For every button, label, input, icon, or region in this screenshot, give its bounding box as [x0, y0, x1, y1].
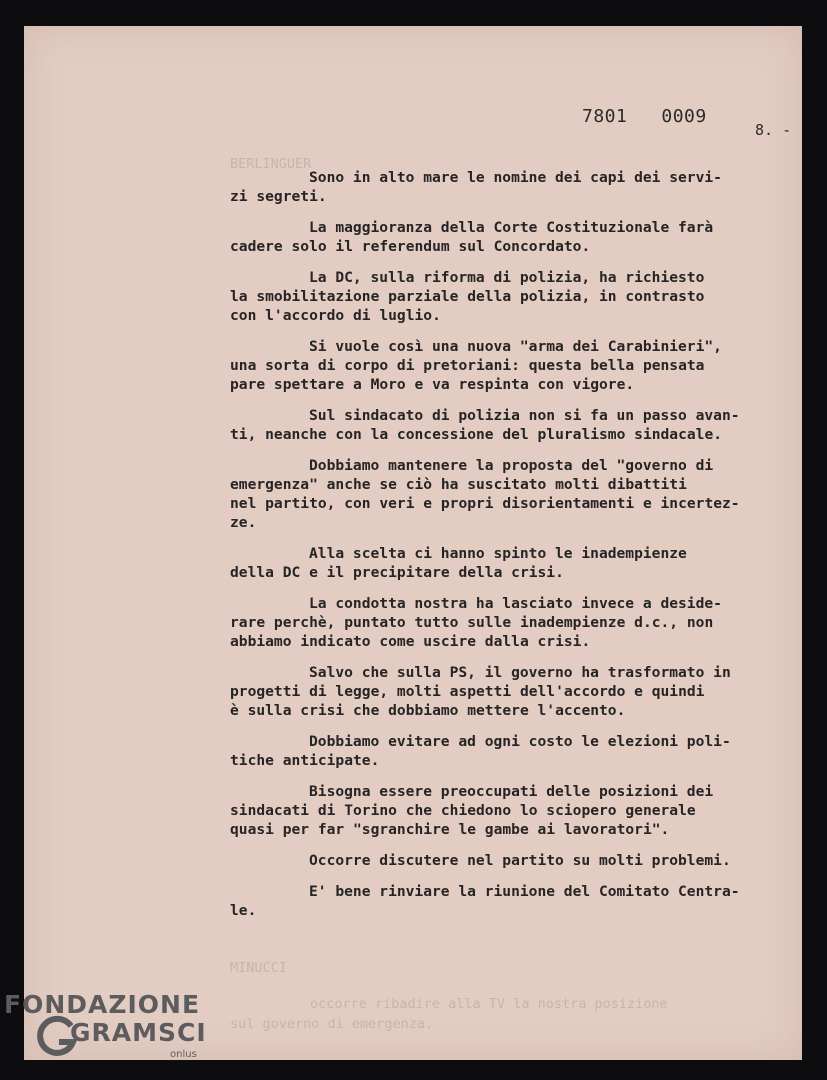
- text-line: rare perchè, puntato tutto sulle inadempienze d.c., non: [230, 614, 714, 631]
- text-line: ze.: [230, 514, 257, 531]
- text-line: Alla scelta ci hanno spinto le inadempienze: [309, 545, 687, 562]
- bleed-through-line-2: sul governo di emergenza.: [230, 1016, 434, 1032]
- bleed-through-heading: BERLINGUER: [230, 156, 312, 172]
- paragraph: [230, 663, 795, 720]
- text-line: E' bene rinviare la riunione del Comitato Centra-: [309, 883, 740, 900]
- text-line: Occorre discutere nel partito su molti problemi.: [309, 852, 731, 869]
- text-line: è sulla crisi che dobbiamo mettere l'accento.: [230, 702, 626, 719]
- text-line: ti, neanche con la concessione del pluralismo sindacale.: [230, 426, 723, 443]
- text-line: Salvo che sulla PS, il governo ha trasformato in: [309, 664, 731, 681]
- text-line: la smobilitazione parziale della polizia, in contrasto: [230, 288, 705, 305]
- archive-reference-right: 0009: [661, 106, 707, 127]
- archive-reference-left: 7801: [582, 106, 628, 127]
- bleed-through-heading-2: MINUCCI: [230, 960, 287, 976]
- archive-reference: [582, 106, 707, 127]
- text-line: La maggioranza della Corte Costituzionale farà: [309, 219, 714, 236]
- text-line: Sono in alto mare le nomine dei capi dei servi-: [309, 169, 722, 186]
- paragraph: [230, 882, 795, 920]
- text-line: progetti di legge, molti aspetti dell'accordo e quindi: [230, 683, 705, 700]
- text-line: emergenza" anche se ciò ha suscitato molti dibattiti: [230, 476, 687, 493]
- text-line: una sorta di corpo di pretoriani: questa bella pensata: [230, 357, 705, 374]
- bleed-through-line: occorre ribadire alla TV la nostra posizione: [310, 996, 668, 1012]
- text-line: abbiamo indicato come uscire dalla crisi.: [230, 633, 591, 650]
- paragraph: [230, 851, 795, 870]
- text-line: quasi per far "sgranchire le gambe ai lavoratori".: [230, 821, 670, 838]
- paragraph: [230, 218, 795, 256]
- text-line: Dobbiamo mantenere la proposta del "governo di: [309, 457, 714, 474]
- fondazione-gramsci-logo: [0, 988, 240, 1068]
- text-line: Si vuole così una nuova "arma dei Carabinieri",: [309, 338, 722, 355]
- paragraph: [230, 594, 795, 651]
- paragraph: [230, 782, 795, 839]
- text-line: pare spettare a Moro e va respinta con vigore.: [230, 376, 635, 393]
- page-number: 8. -: [755, 121, 792, 139]
- text-line: Bisogna essere preoccupati delle posizioni dei: [309, 783, 714, 800]
- text-line: della DC e il precipitare della crisi.: [230, 564, 564, 581]
- text-line: cadere solo il referendum sul Concordato.: [230, 238, 591, 255]
- logo-suffix: onlus: [170, 1049, 197, 1060]
- text-line: tiche anticipate.: [230, 752, 380, 769]
- text-line: La DC, sulla riforma di polizia, ha richiesto: [309, 269, 705, 286]
- paragraph: [230, 406, 795, 444]
- paragraph: [230, 456, 795, 532]
- paragraph: [230, 732, 795, 770]
- logo-line-1: FONDAZIONE: [4, 990, 201, 1019]
- paragraph: [230, 337, 795, 394]
- text-line: Sul sindacato di polizia non si fa un passo avan-: [309, 407, 740, 424]
- text-line: La condotta nostra ha lasciato invece a deside-: [309, 595, 722, 612]
- paragraph: [230, 268, 795, 325]
- text-line: sindacati di Torino che chiedono lo sciopero generale: [230, 802, 696, 819]
- document-body: [230, 168, 795, 932]
- text-line: zi segreti.: [230, 188, 327, 205]
- text-line: con l'accordo di luglio.: [230, 307, 441, 324]
- text-line: le.: [230, 902, 257, 919]
- paragraph: [230, 168, 795, 206]
- paragraph: [230, 544, 795, 582]
- text-line: nel partito, con veri e propri disorientamenti e incertez-: [230, 495, 740, 512]
- logo-line-2: GRAMSCI: [70, 1018, 207, 1047]
- text-line: Dobbiamo evitare ad ogni costo le elezioni poli-: [309, 733, 731, 750]
